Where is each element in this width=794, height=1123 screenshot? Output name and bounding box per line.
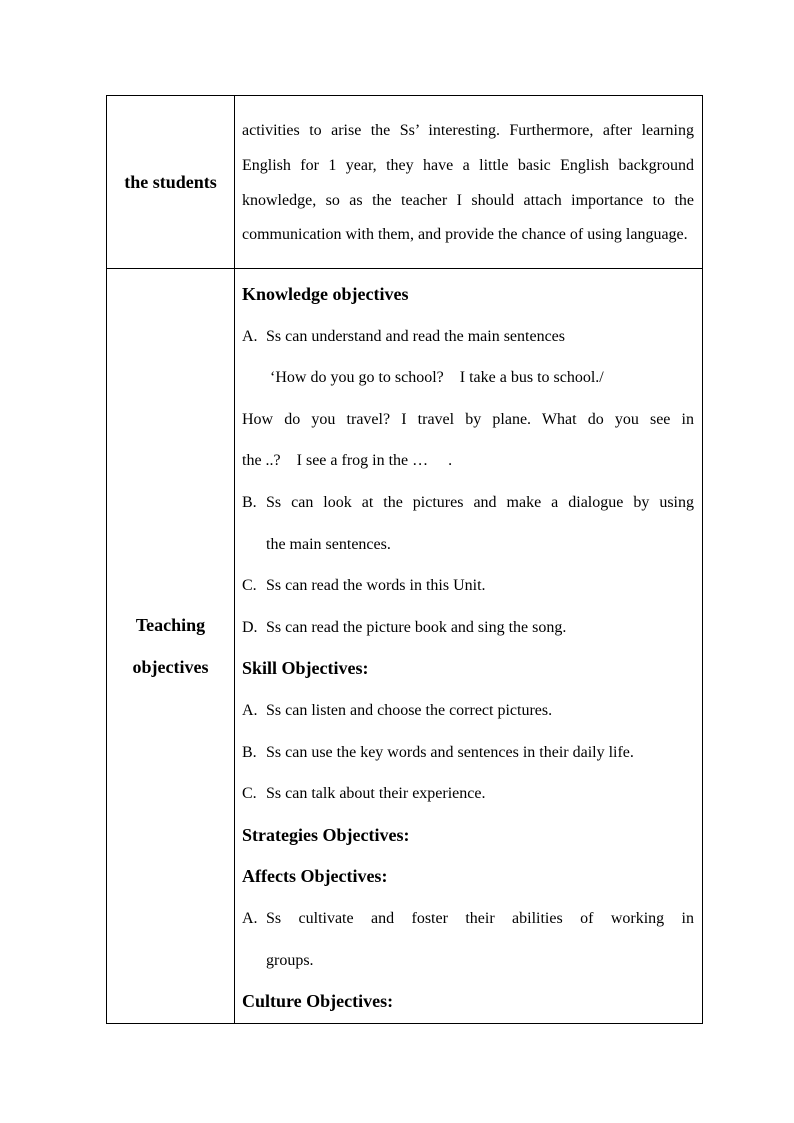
item-text: Ss can read the picture book and sing the song. — [266, 618, 567, 636]
students-description: activities to arise the Ss’ interesting. Furthermore, after learning English for 1 year, they have a little basic English background knowledge, so as the teacher I should attach importance to the communication with them, and provide the chance of using language. — [242, 121, 694, 244]
students-content-cell — [235, 96, 703, 269]
affects-item-a — [242, 898, 694, 940]
item-letter: D. — [242, 618, 258, 636]
knowledge-item-b — [242, 482, 694, 524]
objectives-row — [107, 269, 703, 1024]
students-label: the students — [124, 172, 217, 192]
knowledge-quote-line-1: ‘How do you go to school? I take a bus to school./ — [270, 369, 604, 387]
item-text: Ss can look at the pictures and make a dialogue by using — [266, 493, 694, 511]
skill-objectives-heading: Skill Objectives: — [242, 658, 369, 679]
objectives-label — [107, 604, 234, 688]
lesson-plan-table — [106, 95, 703, 1024]
culture-objectives-heading: Culture Objectives: — [242, 991, 394, 1012]
item-letter: A. — [242, 701, 258, 719]
objectives-label-line1: Teaching — [135, 614, 206, 635]
item-text: Ss can talk about their experience. — [266, 785, 486, 803]
objectives-content — [235, 269, 702, 1023]
knowledge-item-b-continued: the main sentences. — [266, 535, 391, 553]
item-text: Ss can listen and choose the correct pictures. — [266, 701, 553, 719]
knowledge-quote-line-3: the ..? I see a frog in the … . — [242, 452, 453, 470]
item-letter: C. — [242, 785, 257, 803]
objectives-label-line2: objectives — [132, 656, 209, 677]
item-text: Ss can use the key words and sentences in their daily life. — [266, 743, 634, 761]
objectives-label-cell — [107, 269, 235, 1024]
knowledge-item-c — [242, 565, 694, 607]
item-letter: A. — [242, 909, 258, 927]
skill-item-a — [242, 690, 694, 732]
knowledge-item-d — [242, 607, 694, 649]
skill-item-c — [242, 773, 694, 815]
item-letter: C. — [242, 577, 257, 595]
item-text: Ss can read the words in this Unit. — [266, 577, 486, 595]
item-letter: B. — [242, 493, 257, 511]
item-text: Ss cultivate and foster their abilities of working in — [266, 909, 694, 927]
objectives-content-cell — [235, 269, 703, 1024]
knowledge-item-a — [242, 316, 694, 358]
knowledge-quote-line-2: How do you travel? I travel by plane. What do you see in — [242, 410, 694, 428]
students-row — [107, 96, 703, 269]
item-letter: A. — [242, 327, 258, 345]
item-text: Ss can understand and read the main sentences — [266, 327, 566, 345]
students-label-cell — [107, 96, 235, 269]
item-letter: B. — [242, 743, 257, 761]
affects-item-a-continued: groups. — [266, 951, 314, 969]
skill-item-b — [242, 732, 694, 774]
knowledge-objectives-heading: Knowledge objectives — [242, 284, 409, 304]
affects-objectives-heading: Affects Objectives: — [242, 866, 388, 887]
strategies-objectives-heading: Strategies Objectives: — [242, 824, 410, 845]
